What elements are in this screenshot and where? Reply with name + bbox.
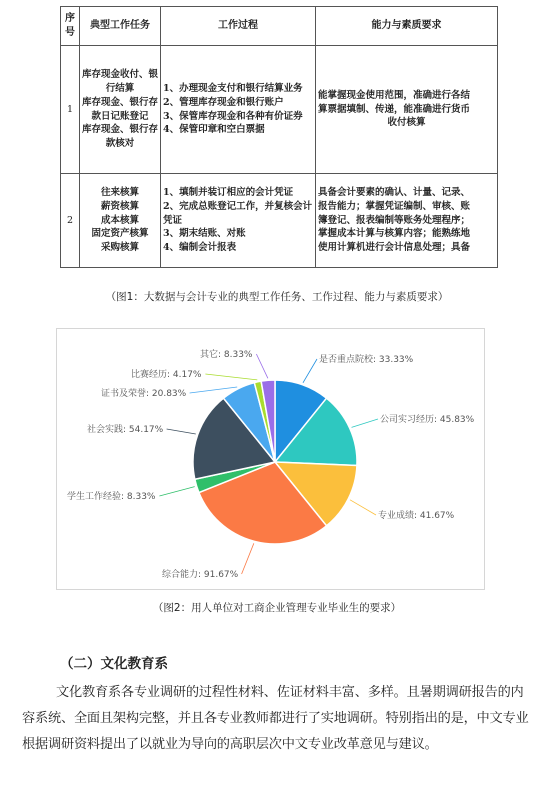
table-row [61, 46, 498, 174]
task-line: 采购核算 [100, 242, 139, 254]
row-ability [316, 46, 498, 174]
table-header-row [61, 7, 498, 46]
body-paragraph: 文化教育系各专业调研的过程性材料、佐证材料丰富、多样。且暑期调研报告的内容系统、全面且架构完整，并且各专业教师都进行了实地调研。特别指出的是，中文专业根据调研资料提出了以就业为导向的高职层次中文专业改革意见与建议。 [22, 685, 529, 752]
task-line: 固定资产核算 [91, 228, 149, 240]
header-seq: 序号 [61, 7, 80, 46]
process-line: 1、填制并装订相应的会计凭证 [163, 187, 294, 199]
pie-label: 是否重点院校: 33.33% [319, 355, 414, 365]
ability-line: 算票据填制、传递，能准确进行货币 [318, 103, 471, 115]
ability-line: 具备会计要素的确认、计量、记录、 [318, 187, 471, 199]
row-process [161, 46, 316, 174]
pie-leader-line [190, 387, 238, 393]
task-line: 库存现金收付、银行结算 [82, 69, 159, 94]
task-table [60, 6, 498, 268]
header-tasks: 典型工作任务 [80, 7, 161, 46]
task-line: 库存现金、银行存款日记账登记 [82, 96, 159, 122]
pie-label: 证书及荣誉: 20.83% [101, 389, 187, 399]
process-line: 4、保管印章和空白票据 [163, 124, 265, 136]
process-line: 3、保管库存现金和各种有价证券 [163, 110, 303, 122]
pie-label: 比赛经历: 4.17% [131, 370, 202, 380]
ability-line: 簿登记、报表编制等账务处理程序； [318, 214, 471, 226]
pie-chart-container [56, 328, 485, 590]
process-line: 2、完成总账登记工作，并复核会计凭证 [163, 200, 313, 226]
ability-line: 收付核算 [387, 117, 426, 129]
pie-label: 学生工作经验: 8.33% [67, 492, 156, 502]
pie-label: 其它: 8.33% [200, 350, 253, 360]
process-line: 1、办理现金支付和银行结算业务 [163, 82, 303, 94]
process-line: 4、编制会计报表 [163, 242, 237, 254]
pie-leader-line [167, 429, 196, 434]
ability-line: 报告能力；掌握凭证编制、审核、账 [318, 200, 471, 212]
task-line: 薪资核算 [100, 200, 139, 212]
pie-label: 专业成绩: 41.67% [378, 511, 455, 521]
pie-leader-line [205, 374, 257, 380]
ability-line: 使用计算机进行会计信息处理；具备 [318, 242, 471, 254]
section-heading: （二）文化教育系 [60, 656, 168, 672]
ability-line: 掌握成本计算与核算内容；能熟练地 [318, 228, 471, 240]
pie-label: 公司实习经历: 45.83% [380, 415, 475, 425]
pie-label: 社会实践: 54.17% [87, 425, 164, 435]
figure-caption-1: （图1：大数据与会计专业的典型工作任务、工作过程、能力与素质要求） [105, 291, 449, 303]
pie-leader-line [350, 500, 376, 515]
row-tasks [80, 46, 161, 174]
pie-leader-line [242, 543, 254, 574]
row-ability [316, 174, 498, 268]
row-process [161, 174, 316, 268]
pie-leader-line [256, 354, 267, 378]
pie-leader-line [303, 359, 317, 383]
pie-chart [57, 329, 486, 591]
header-process: 工作过程 [161, 7, 316, 46]
pie-label: 综合能力: 91.67% [162, 570, 239, 580]
process-line: 2、管理库存现金和银行账户 [163, 96, 284, 108]
pie-leader-line [159, 487, 194, 496]
row-seq: 1 [61, 46, 80, 174]
figure-caption-2: （图2：用人单位对工商企业管理专业毕业生的要求） [152, 602, 402, 614]
ability-line: 能掌握现金使用范围，准确进行各结 [318, 89, 471, 101]
row-tasks [80, 174, 161, 268]
table-row [61, 174, 498, 268]
row-seq: 2 [61, 174, 80, 268]
pie-leader-line [352, 419, 378, 427]
task-line: 往来核算 [100, 187, 139, 199]
task-line: 库存现金、银行存款核对 [82, 124, 159, 150]
task-line: 成本核算 [100, 214, 139, 226]
header-ability: 能力与素质要求 [316, 7, 498, 46]
process-line: 3、期末结账、对账 [163, 228, 246, 240]
